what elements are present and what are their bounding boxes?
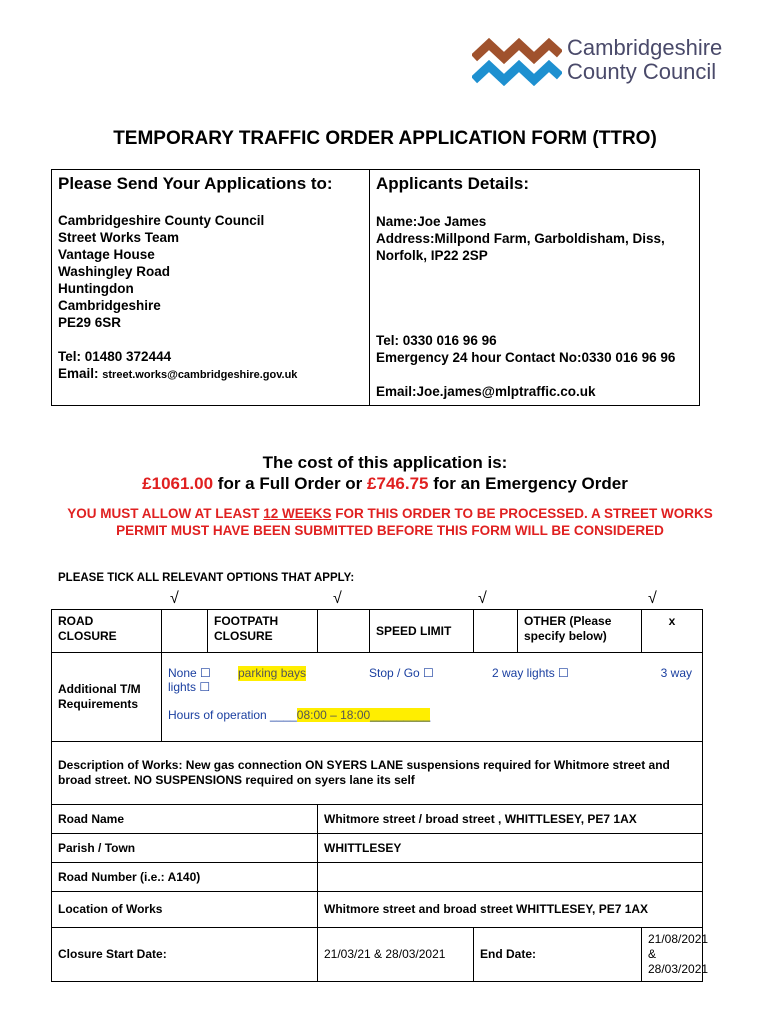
logo-line-2: County Council <box>567 59 717 84</box>
footpath-closure-checkbox[interactable] <box>318 610 370 653</box>
processing-warning <box>60 505 720 539</box>
form-title: TEMPORARY TRAFFIC ORDER APPLICATION FORM (TTRO) <box>113 128 657 149</box>
cost-heading: The cost of this application is: <box>262 453 508 472</box>
speed-limit-checkbox[interactable] <box>474 610 518 653</box>
cost-mid: for a Full Order or <box>213 474 368 493</box>
tm-label: Additional T/M Requirements <box>52 653 162 742</box>
tm-stop-go-option[interactable]: Stop / Go ☐ <box>369 666 434 680</box>
send-to-line: Cambridgeshire <box>58 298 161 313</box>
road-closure-label: ROAD CLOSURE <box>52 610 162 653</box>
warning-part-1: YOU MUST ALLOW AT LEAST <box>67 506 264 521</box>
description-of-works[interactable]: Description of Works: New gas connection ON SYERS LANE suspensions required for Whitmore street and broad street. NO SUSPENSIONS required on syers lane its self <box>52 742 703 805</box>
address-table <box>51 169 700 406</box>
works-details-table <box>51 609 709 982</box>
send-to-email: street.works@cambridgeshire.gov.uk <box>102 369 298 381</box>
other-checkbox[interactable]: x <box>642 610 703 653</box>
cost-end: for an Emergency Order <box>428 474 628 493</box>
speed-limit-label: SPEED LIMIT <box>370 610 474 653</box>
parish-label: Parish / Town <box>52 834 318 863</box>
tick-instruction: PLEASE TICK ALL RELEVANT OPTIONS THAT APPLY: <box>58 572 355 584</box>
road-closure-checkbox[interactable] <box>162 610 208 653</box>
road-name-label: Road Name <box>52 805 318 834</box>
location-value[interactable]: Whitmore street and broad street WHITTLESEY, PE7 1AX <box>318 892 703 928</box>
logo-mark-icon <box>472 36 562 86</box>
send-to-email-label: Email: <box>58 366 99 381</box>
hours-label: Hours of operation ____ <box>168 708 297 722</box>
applicant-cell <box>370 170 700 406</box>
tm-none-option[interactable]: None ☐ <box>168 666 211 680</box>
parish-value[interactable]: WHITTLESEY <box>318 834 703 863</box>
other-label: OTHER (Please specify below) <box>518 610 642 653</box>
send-to-line: Street Works Team <box>58 230 180 245</box>
end-date-label: End Date: <box>474 928 642 982</box>
tick-mark-footpath: √ <box>333 590 342 607</box>
send-to-heading: Please Send Your Applications to: <box>58 174 333 193</box>
full-order-price: £1061.00 <box>142 474 214 493</box>
tm-two-way-option[interactable]: 2 way lights ☐ <box>492 666 569 680</box>
applicant-email: Email:Joe.james@mlptraffic.co.uk <box>376 384 596 399</box>
hours-tail: _________ <box>370 708 431 722</box>
cost-block <box>0 452 770 494</box>
send-to-line: Huntingdon <box>58 281 134 296</box>
emergency-order-price: £746.75 <box>367 474 429 493</box>
road-number-label: Road Number (i.e.: A140) <box>52 863 318 892</box>
tick-mark-speed-limit: √ <box>478 590 487 607</box>
send-to-tel: Tel: 01480 372444 <box>58 349 172 364</box>
send-to-line: Vantage House <box>58 247 155 262</box>
logo-line-1: Cambridgeshire <box>567 35 723 60</box>
tm-options-cell <box>162 653 703 742</box>
council-logo <box>472 36 732 88</box>
tm-lights-option[interactable]: lights ☐ <box>168 680 211 694</box>
tick-mark-road-closure: √ <box>170 590 179 607</box>
road-number-value[interactable] <box>318 863 703 892</box>
tm-parking-option[interactable]: parking bays <box>238 666 307 680</box>
warning-part-2: FOR THIS ORDER TO BE PROCESSED. A STREET WORKS PERMIT MUST HAVE BEEN SUBMITTED BEFORE THIS FORM WILL BE CONSIDERED <box>116 506 713 538</box>
send-to-cell <box>52 170 370 406</box>
location-label: Location of Works <box>52 892 318 928</box>
applicant-heading: Applicants Details: <box>376 174 530 193</box>
start-date-value[interactable]: 21/03/21 & 28/03/2021 <box>318 928 474 982</box>
hours-value[interactable]: 08:00 – 18:00 <box>296 708 371 722</box>
applicant-emergency: Emergency 24 hour Contact No:0330 016 96 96 <box>376 350 676 365</box>
tm-three-way-option[interactable]: 3 way <box>660 666 692 680</box>
road-name-value[interactable]: Whitmore street / broad street , WHITTLESEY, PE7 1AX <box>318 805 703 834</box>
applicant-tel: Tel: 0330 016 96 96 <box>376 333 497 348</box>
applicant-address: Address:Millpond Farm, Garboldisham, Diss, Norfolk, IP22 2SP <box>376 231 665 263</box>
hours-of-operation <box>168 708 430 723</box>
footpath-closure-label: FOOTPATH CLOSURE <box>208 610 318 653</box>
warning-weeks: 12 WEEKS <box>263 506 332 521</box>
applicant-name: Name:Joe James <box>376 214 487 229</box>
end-date-value[interactable]: 21/08/2021 & 28/03/2021 <box>642 928 703 982</box>
send-to-line: Cambridgeshire County Council <box>58 213 265 228</box>
send-to-line: Washingley Road <box>58 264 171 279</box>
tick-mark-other: √ <box>648 590 657 607</box>
send-to-line: PE29 6SR <box>58 315 122 330</box>
start-date-label: Closure Start Date: <box>52 928 318 982</box>
